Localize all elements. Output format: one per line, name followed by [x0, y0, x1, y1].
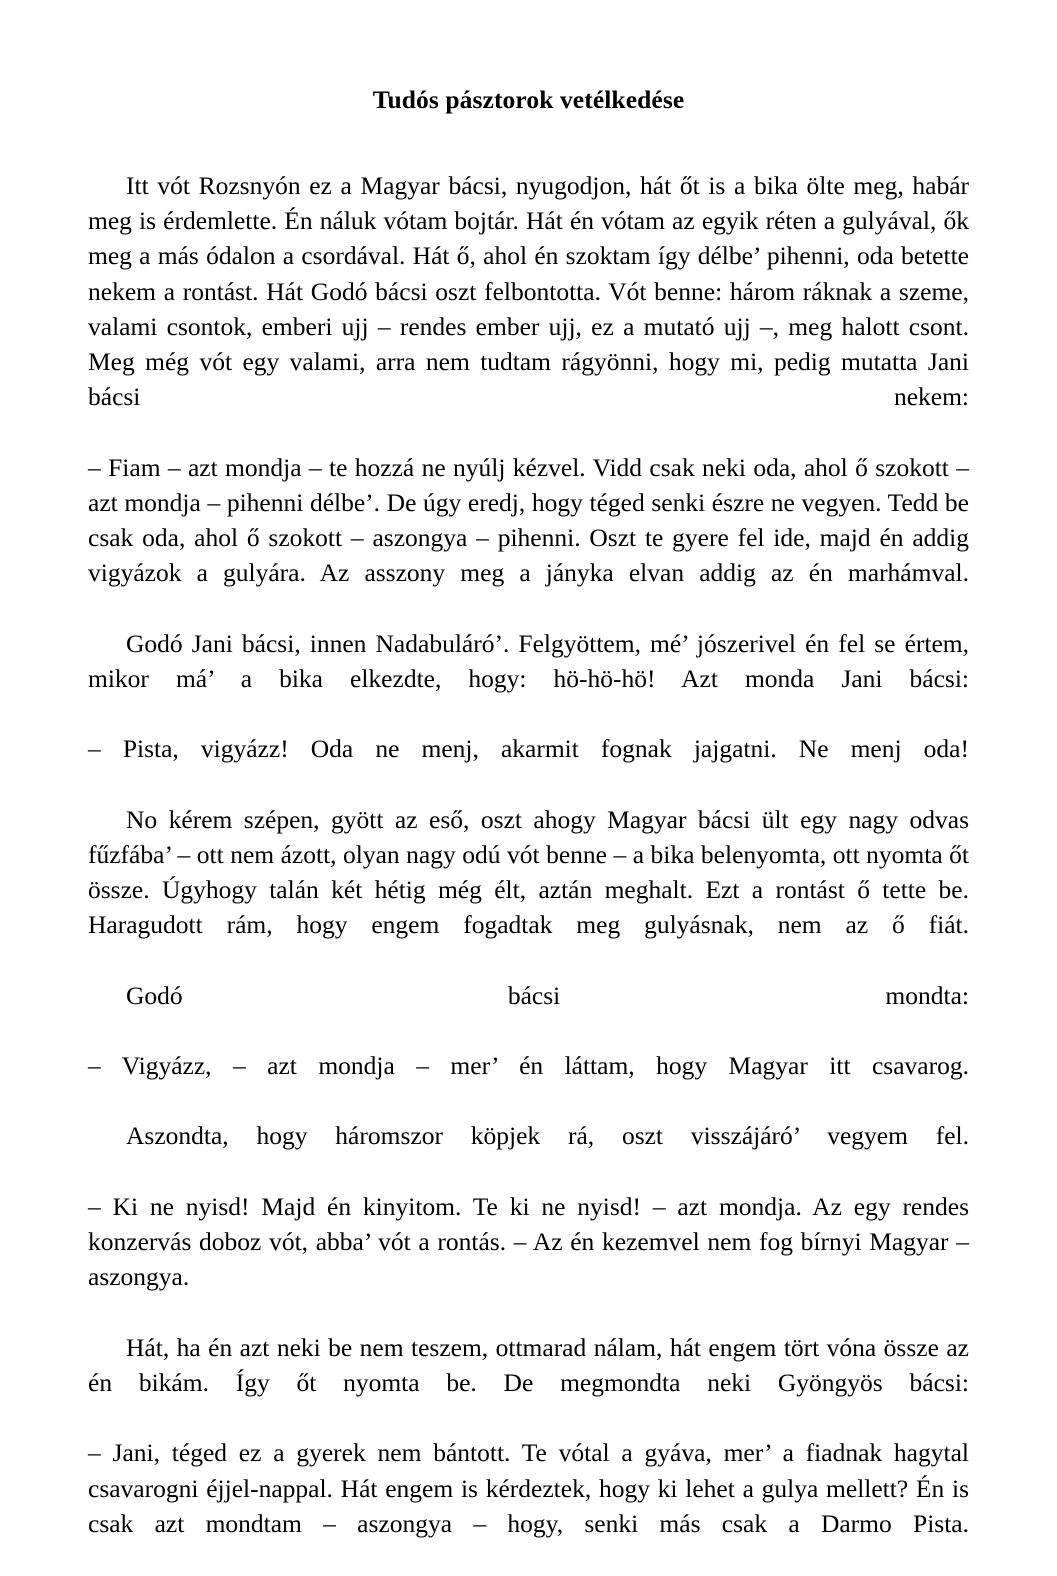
document-body: [88, 168, 969, 1576]
body-paragraph: Aszondta, hogy háromszor köpjek rá, oszt visszájáró’ vegyem fel.: [126, 1121, 969, 1151]
dialogue-paragraph: – Jani, téged ez a gyerek nem bántott. Te vótal a gyáva, mer’ a fiadnak hagytal csavarogni éjjel-nappal. Hát engem is kérdeztek, hogy ki lehet a gulya mellett? Én is csak azt mondtam – aszongya – hogy, senki más csak a Darmo Pista.: [88, 1438, 969, 1538]
body-paragraph: Godó Jani bácsi, innen Nadabuláró’. Felgyöttem, mé’ jószerivel én fel se értem, mikor má’ a bika elkezdte, hogy: hö-hö-hö! Azt monda Jani bácsi:: [88, 628, 969, 693]
page-title: Tudós pásztorok vetélkedése: [372, 85, 685, 115]
body-paragraph: Godó bácsi mondta:: [126, 980, 969, 1010]
body-paragraph: No kérem szépen, gyött az eső, oszt ahogy Magyar bácsi ült egy nagy odvas fűzfába’ – ott nem ázott, olyan nagy odú vót benne – a bika belenyomta, ott nyomta őt össze. Úgyhogy talán két hétig még élt, aztán meghalt. Ezt a rontást ő tette be. Haragudott rám, hogy engem fogadtak meg gulyásnak, nem az ő fiát.: [88, 804, 969, 940]
dialogue-paragraph: – Ki ne nyisd! Majd én kinyitom. Te ki ne nyisd! – azt mondja. Az egy rendes konzervás doboz vót, abba’ vót a rontás. – Az én kezemvel nem fog bírnyi Magyar – aszongya.: [88, 1191, 969, 1292]
dialogue-paragraph: – Vigyázz, – azt mondja – mer’ én láttam, hogy Magyar itt csavarog.: [88, 1051, 969, 1081]
dialogue-paragraph: – Fiam – azt mondja – te hozzá ne nyúlj kézvel. Vidd csak neki oda, ahol ő szokott – azt mondja – pihenni délbe’. De úgy eredj, hogy téged senki észre ne vegyen. Tedd be csak oda, ahol ő szokott – aszongya – pihenni. Oszt te gyere fel ide, majd én addig vigyázok a gulyára. Az asszony meg a jányka elvan addig az én marhámval.: [88, 452, 969, 588]
body-paragraph: Itt vót Rozsnyón ez a Magyar bácsi, nyugodjon, hát őt is a bika ölte meg, habár meg is érdemlette. Én náluk vótam bojtár. Hát én vótam az egyik réten a gulyával, ők meg a más ódalon a csordával. Hát ő, ahol én szoktam így délbe’ pihenni, oda betette nekem a rontást. Hát Godó bácsi oszt felbontotta. Vót benne: három ráknak a szeme, valami csontok, emberi ujj – rendes ember ujj, ez a mutató ujj –, meg halott csont. Meg még vót egy valami, arra nem tudtam rágyönni, hogy mi, pedig mutatta Jani bácsi nekem:: [88, 171, 969, 412]
dialogue-paragraph: – Pista, vigyázz! Oda ne menj, akarmit fognak jajgatni. Ne menj oda!: [88, 734, 969, 764]
body-paragraph: Hát, ha én azt neki be nem teszem, ottmarad nálam, hát engem tört vóna össze az én bikám. Így őt nyomta be. De megmondta neki Gyöngyös bácsi:: [88, 1332, 969, 1397]
